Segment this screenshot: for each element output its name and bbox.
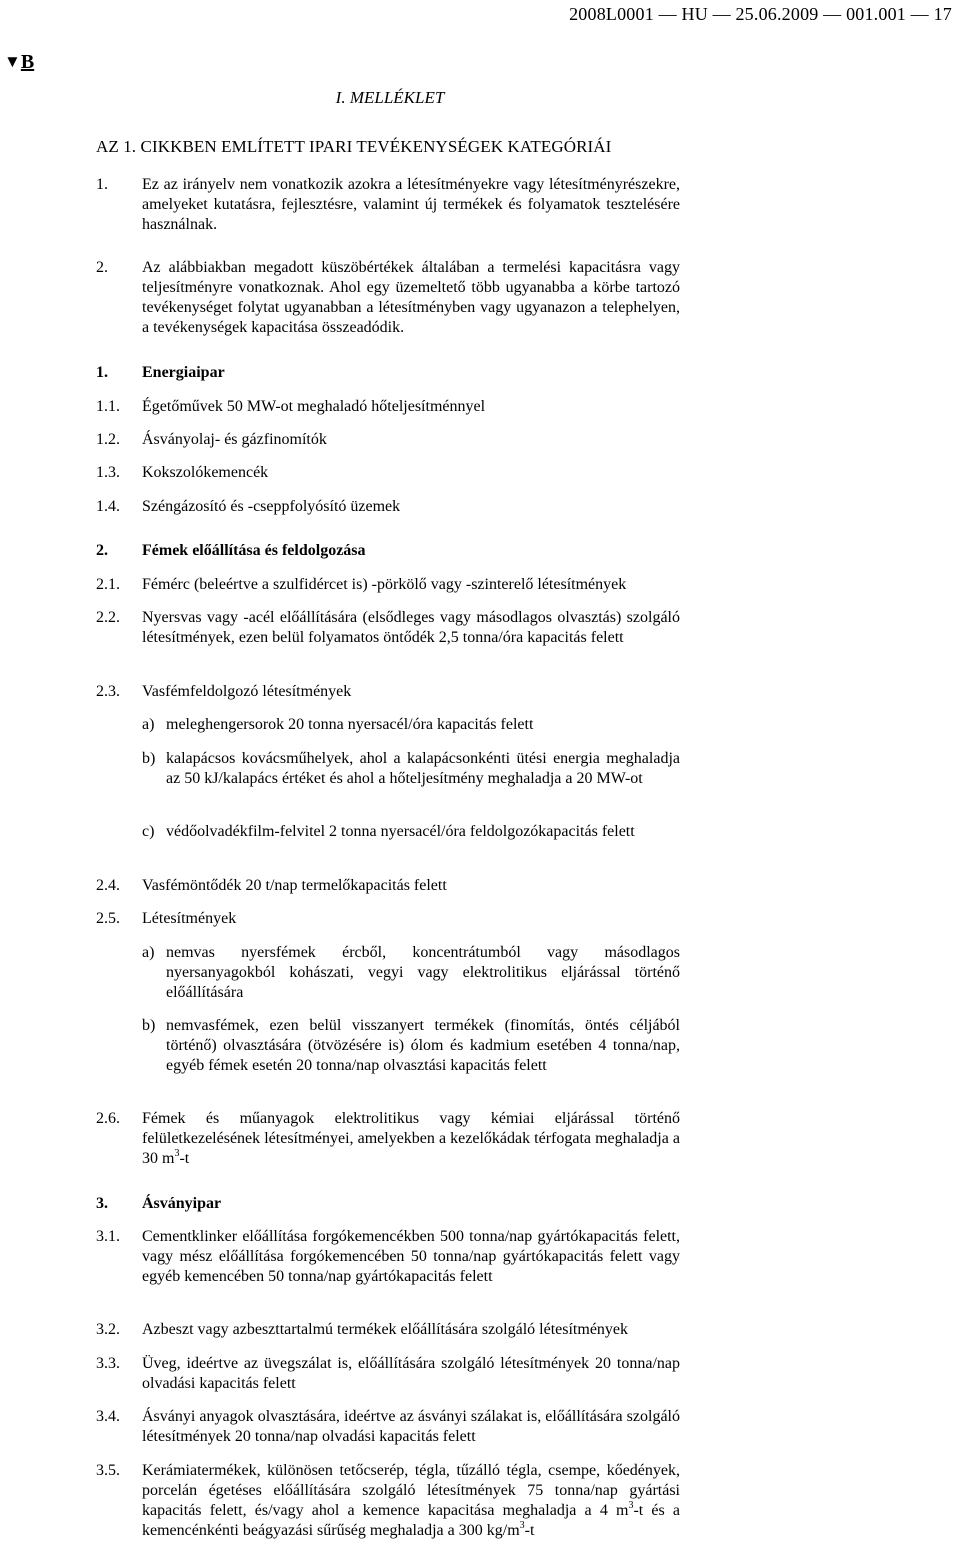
subitem-text: kalapácsos kovácsműhelyek, ahol a kalapácsonkénti ütési energia meghaladja az 50 kJ/kalapács értéket és ahol a hőteljesítmény meghaladja a 20 MW-ot — [166, 750, 680, 787]
item-number: 2.1. — [96, 576, 120, 593]
item-3-3 — [96, 1354, 680, 1394]
item-number: 3.5. — [96, 1462, 120, 1479]
item-2-4 — [96, 876, 680, 896]
item-text: Létesítmények — [142, 910, 237, 927]
subitem-text: nemvas nyersfémek ércből, koncentrátumból vagy másodlagos nyersanyagokból kohászati, vegyi vagy elektrolitikus eljárással történő előállítására — [166, 944, 680, 1001]
item-number: 3.4. — [96, 1408, 120, 1425]
item-number: 1.2. — [96, 431, 120, 448]
item-text: Ásványolaj- és gázfinomítók — [142, 431, 327, 448]
subitem-2-3-c — [142, 822, 680, 842]
item-number: 2.5. — [96, 910, 120, 927]
subitem-2-3-b — [142, 749, 680, 789]
amendment-marker — [4, 52, 34, 72]
item-number: 2.6. — [96, 1110, 120, 1127]
section-heading-2 — [96, 541, 680, 561]
subitem-letter: c) — [142, 823, 155, 840]
item-text: Égetőművek 50 MW-ot meghaladó hőteljesítménnyel — [142, 398, 486, 415]
item-2-3 — [96, 682, 680, 702]
item-2-6 — [96, 1109, 680, 1169]
section-number: 1. — [96, 364, 108, 381]
item-number: 2.3. — [96, 683, 120, 700]
item-text: Fémek és műanyagok elektrolitikus vagy kémiai eljárással történő felületkezelésének létesítményei, amelyekben a kezelőkádak térfogata meghaladja a 30 $m^3-t$ — [142, 1110, 680, 1167]
subitem-2-5-b — [142, 1016, 680, 1076]
item-text: Nyersvas vagy -acél előállítására (elsődleges vagy másodlagos olvasztás) szolgáló létesítmények, ezen belül folyamatos öntődék 2,5 tonna/óra kapacitás felett — [142, 609, 680, 646]
item-text: Üveg, ideértve az üvegszálat is, előállítására szolgáló létesítmények 20 tonna/nap olvadási kapacitás felett — [142, 1355, 680, 1392]
main-title: AZ 1. CIKKBEN EMLÍTETT IPARI TEVÉKENYSÉGEK KATEGÓRIÁI — [96, 137, 612, 156]
item-text: Kerámiatermékek, különösen tetőcserép, tégla, tűzálló tégla, csempe, kőedények, porcelán égetéses előállítására szolgáló létesítmények 75 tonna/nap gyártási kapacitás felett, és/vagy ahol a kemence kapacitása meghaladja a 4 $m^3-t$ és a kemencénkénti beágyazási sűrűség meghaladja a 300 $kg/m^3-t$ — [142, 1462, 680, 1539]
item-3-5 — [96, 1461, 680, 1541]
section-heading-3 — [96, 1194, 680, 1214]
paragraph-number: 1. — [96, 176, 108, 193]
item-1-2 — [96, 430, 680, 450]
item-text: Vasfémöntődék 20 t/nap termelőkapacitás felett — [142, 877, 447, 894]
item-1-1 — [96, 397, 680, 417]
annex-title: I. MELLÉKLET — [335, 88, 445, 107]
page-header: 2008L0001 — HU — 25.06.2009 — 001.001 — 17 — [569, 4, 952, 24]
paragraph-number: 2. — [96, 259, 108, 276]
paragraph-text: Ez az irányelv nem vonatkozik azokra a létesítményekre vagy létesítményrészekre, amelyeket kutatásra, fejlesztésre, valamint új termékek és folyamatok tesztelésére használnak. — [142, 176, 680, 233]
item-number: 1.3. — [96, 464, 120, 481]
item-text: Kokszolókemencék — [142, 464, 269, 481]
item-number: 1.1. — [96, 398, 120, 415]
subitem-text: meleghengersorok 20 tonna nyersacél/óra kapacitás felett — [166, 716, 534, 733]
subitem-2-5-a — [142, 943, 680, 1003]
item-number: 1.4. — [96, 498, 120, 515]
intro-paragraph-2 — [96, 258, 680, 338]
item-3-2 — [96, 1320, 680, 1340]
subitem-text: nemvasfémek, ezen belül visszanyert termékek (finomítás, öntés céljából történő) olvasztására (ötvözésére is) ólom és kadmium esetében 4 tonna/nap, egyéb fémek esetén 20 tonna/nap olvasztási kapacitás felett — [166, 1017, 680, 1074]
item-text: Cementklinker előállítása forgókemencékben 500 tonna/nap gyártókapacitás felett, vagy mész előállítása forgókemencében 50 tonna/nap gyártókapacitás felett vagy egyéb kemencében 50 tonna/nap gyártókapacitás felett — [142, 1228, 680, 1285]
subitem-letter: b) — [142, 1017, 156, 1034]
item-text: Fémérc (beleértve a szulfidércet is) -pörkölő vagy -szinterelő létesítmények — [142, 576, 627, 593]
item-text: Azbeszt vagy azbeszttartalmú termékek előállítására szolgáló létesítmények — [142, 1321, 629, 1338]
section-title: Energiaipar — [142, 364, 225, 381]
item-3-4 — [96, 1407, 680, 1447]
item-2-5 — [96, 909, 680, 929]
item-number: 3.1. — [96, 1228, 120, 1245]
item-number: 3.2. — [96, 1321, 120, 1338]
item-1-3 — [96, 463, 680, 483]
item-text: Széngázosító és -cseppfolyósító üzemek — [142, 498, 401, 515]
triangle-down-icon: ▼ — [4, 52, 21, 71]
item-2-1 — [96, 575, 680, 595]
section-number: 3. — [96, 1195, 108, 1212]
item-1-4 — [96, 497, 680, 517]
item-3-1 — [96, 1227, 680, 1287]
subitem-letter: a) — [142, 716, 155, 733]
paragraph-text: Az alábbiakban megadott küszöbértékek általában a termelési kapacitásra vagy teljesítményre vonatkoznak. Ahol egy üzemeltető több ugyanabba a körbe tartozó tevékenységet folytat ugyanabban a létesítményben vagy ugyanazon a telephelyen, a tevékenységek kapacitása összeadódik. — [142, 259, 680, 336]
item-text: Vasfémfeldolgozó létesítmények — [142, 683, 352, 700]
item-number: 2.4. — [96, 877, 120, 894]
section-title: Fémek előállítása és feldolgozása — [142, 542, 366, 559]
section-heading-1 — [96, 363, 680, 383]
item-number: 3.3. — [96, 1355, 120, 1372]
section-number: 2. — [96, 542, 108, 559]
section-title: Ásványipar — [142, 1195, 222, 1212]
item-text: Ásványi anyagok olvasztására, ideértve az ásványi szálakat is, előállítására szolgáló létesítmények 20 tonna/nap olvadási kapacitás felett — [142, 1408, 680, 1445]
subitem-text: védőolvadékfilm-felvitel 2 tonna nyersacél/óra feldolgozókapacitás felett — [166, 823, 635, 840]
subitem-letter: a) — [142, 944, 155, 961]
marker-letter: B — [20, 51, 35, 73]
intro-paragraph-1 — [96, 175, 680, 235]
item-number: 2.2. — [96, 609, 120, 626]
subitem-letter: b) — [142, 750, 156, 767]
subitem-2-3-a — [142, 715, 680, 735]
item-2-2 — [96, 608, 680, 648]
